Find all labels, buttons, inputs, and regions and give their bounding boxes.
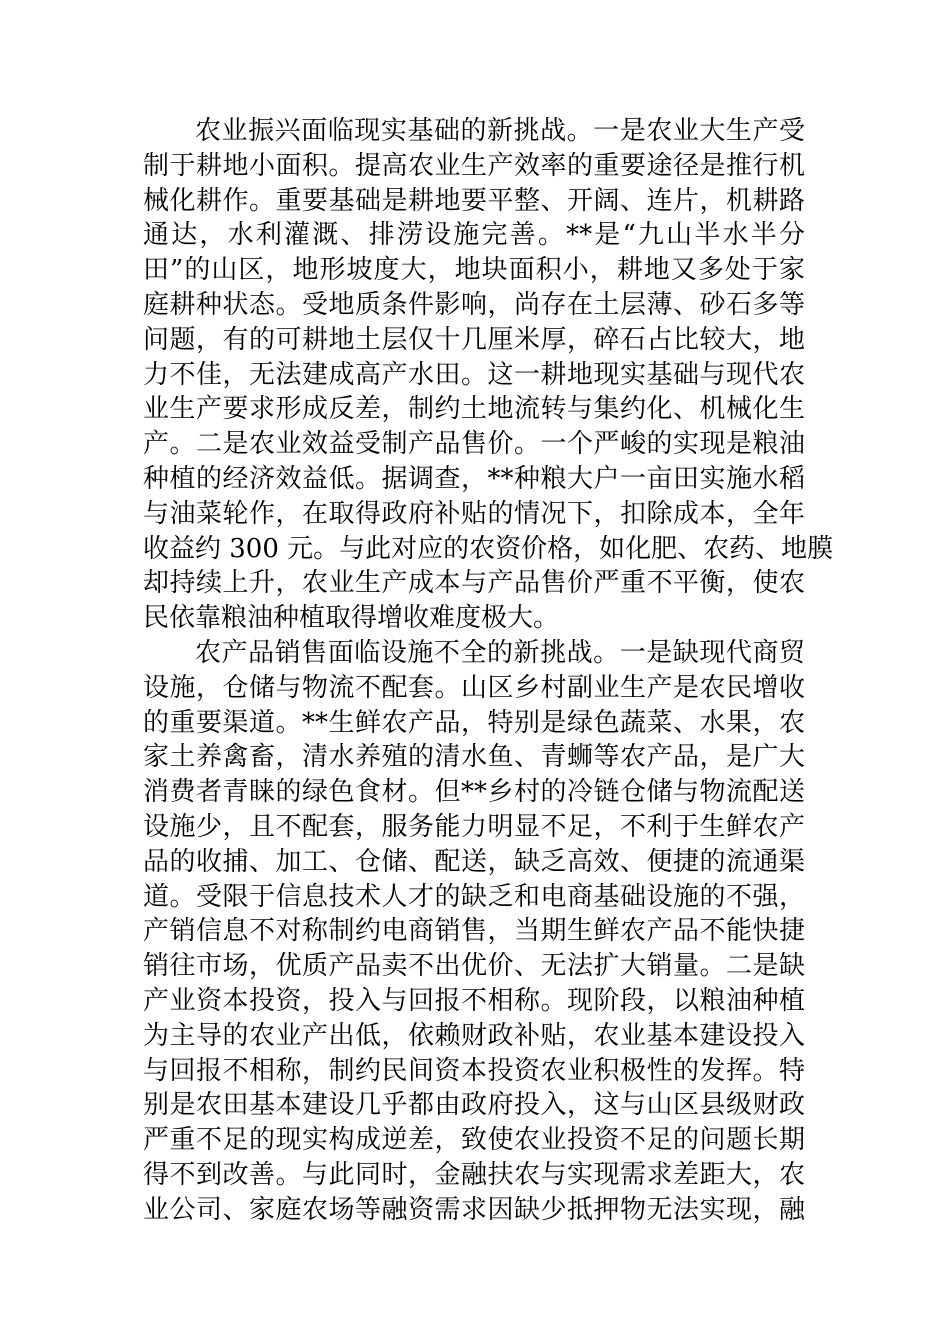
- text-line: 严重不足的现实构成逆差，致使农业投资不足的问题长期: [143, 1125, 805, 1156]
- text-line: 业生产要求形成反差，制约土地流转与集约化、机械化生: [143, 394, 805, 425]
- text-line: 消费者青睐的绿色食材。但**乡村的冷链仓储与物流配送: [143, 777, 805, 808]
- text-line: 却持续上升，农业生产成本与产品售价严重不平衡，使农: [143, 568, 805, 599]
- text-line: 品的收捕、加工、仓储、配送，缺乏高效、便捷的流通渠: [143, 846, 805, 877]
- text-line: 农产品销售面临设施不全的新挑战。一是缺现代商贸: [195, 637, 805, 668]
- text-line: 设施少，且不配套，服务能力明显不足，不利于生鲜农产: [143, 811, 805, 842]
- text-line: 种植的经济效益低。据调查，**种粮大户一亩田实施水稻: [143, 463, 805, 494]
- text-line: 产。二是农业效益受制产品售价。一个严峻的实现是粮油: [143, 429, 805, 460]
- text-line: 为主导的农业产出低，依赖财政补贴，农业基本建设投入: [143, 1020, 805, 1051]
- text-line: 与油菜轮作，在取得政府补贴的情况下，扣除成本，全年: [143, 498, 805, 529]
- text-line: 设施，仓储与物流不配套。山区乡村副业生产是农民增收: [143, 672, 805, 703]
- text-line: 力不佳，无法建成高产水田。这一耕地现实基础与现代农: [143, 359, 805, 390]
- text-line: 庭耕种状态。受地质条件影响，尚存在土层薄、砂石多等: [143, 289, 805, 320]
- text-line: 产业资本投资，投入与回报不相称。现阶段，以粮油种植: [143, 985, 805, 1016]
- text-line: 问题，有的可耕地土层仅十几厘米厚，碎石占比较大，地: [143, 324, 805, 355]
- text-line: 通达，水利灌溉、排涝设施完善。**是“九山半水半分: [143, 220, 805, 251]
- paragraph-product-sales: [143, 636, 805, 1228]
- text-line: 家土养禽畜，清水养殖的清水鱼、青蛳等农产品，是广大: [143, 742, 805, 773]
- text-line: 田”的山区，地形坡度大，地块面积小，耕地又多处于家: [143, 255, 805, 286]
- text-line: 道。受限于信息技术人才的缺乏和电商基础设施的不强，: [143, 881, 805, 912]
- text-line: 销往市场，优质产品卖不出优价、无法扩大销量。二是缺: [143, 951, 805, 982]
- text-line: 得不到改善。与此同时，金融扶农与实现需求差距大，农: [143, 1159, 805, 1190]
- text-line: 械化耕作。重要基础是耕地要平整、开阔、连片，机耕路: [143, 185, 805, 216]
- text-line: 与回报不相称，制约民间资本投资农业积极性的发挥。特: [143, 1055, 805, 1086]
- text-line: 制于耕地小面积。提高农业生产效率的重要途径是推行机: [143, 150, 805, 181]
- text-line: 的重要渠道。**生鲜农产品，特别是绿色蔬菜、水果，农: [143, 707, 805, 738]
- text-line: 收益约 300 元。与此对应的农资价格，如化肥、农药、地膜: [143, 533, 834, 564]
- text-line: 产销信息不对称制约电商销售，当期生鲜农产品不能快捷: [143, 916, 805, 947]
- text-line: 民依靠粮油种植取得增收难度极大。: [143, 603, 560, 634]
- text-line: 业公司、家庭农场等融资需求因缺少抵押物无法实现，融: [143, 1194, 805, 1225]
- paragraph-agriculture-foundation: [143, 114, 834, 636]
- document-body: [143, 114, 834, 1228]
- text-line: 农业振兴面临现实基础的新挑战。一是农业大生产受: [195, 116, 805, 146]
- text-line: 别是农田基本建设几乎都由政府投入，这与山区县级财政: [143, 1090, 805, 1121]
